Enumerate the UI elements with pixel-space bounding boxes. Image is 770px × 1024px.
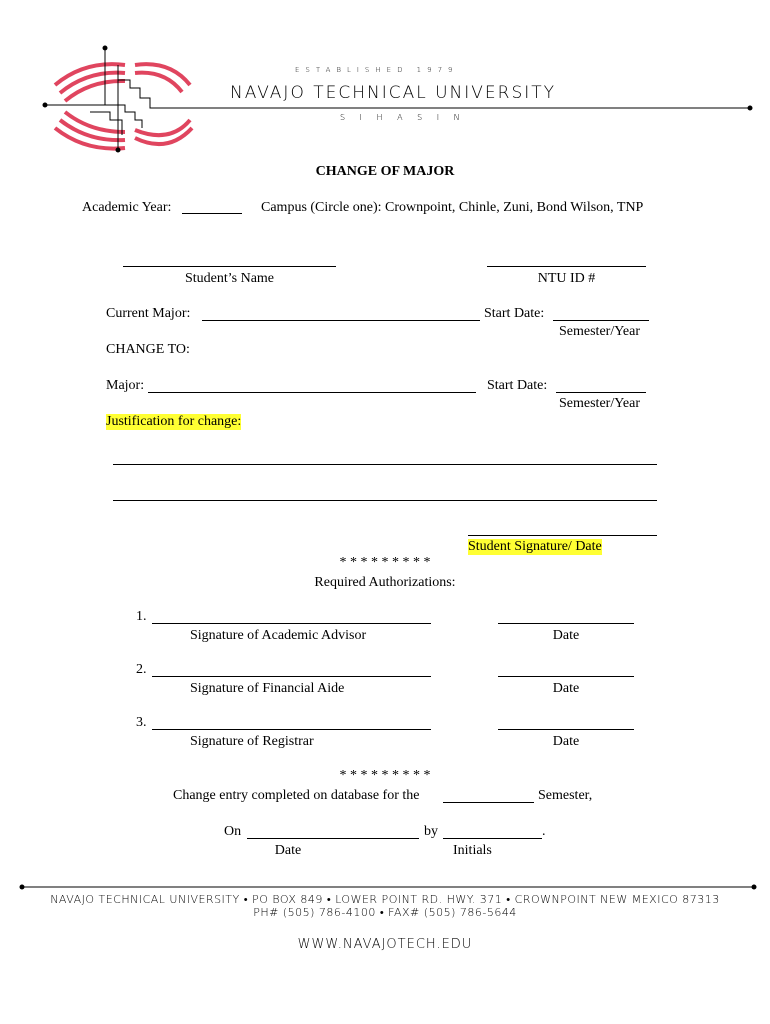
period: . (542, 824, 546, 839)
auth-1-date-label: Date (552, 628, 580, 643)
ntu-id-label: NTU ID # (537, 271, 596, 286)
change-entry-prefix: Change entry completed on database for the (173, 788, 420, 803)
change-entry-suffix: Semester, (538, 788, 593, 803)
form-title: CHANGE OF MAJOR (315, 164, 455, 179)
on-label: On (224, 824, 242, 839)
auth-2-number: 2. (136, 662, 147, 677)
separator-stars-1: * * * * * * * * * (339, 555, 431, 570)
footer-address: NAVAJO TECHNICAL UNIVERSITY • PO BOX 849 • LOWER POINT RD. HWY. 371 • CROWNPOINT NEW MEXICO 87313 (50, 893, 720, 906)
auth-3-date-label: Date (552, 734, 580, 749)
semester-field[interactable] (443, 802, 534, 803)
initials-caption: Initials (453, 843, 492, 858)
current-major-label: Current Major: (106, 306, 191, 321)
current-start-date-field[interactable] (553, 320, 649, 321)
justification-label: Justification for change: (106, 414, 242, 429)
auth-2-date-field[interactable] (498, 676, 634, 677)
auth-1-signature-field[interactable] (152, 623, 431, 624)
established-text: ESTABLISHED 1979 (295, 66, 459, 74)
new-semester-year-label: Semester/Year (559, 396, 641, 411)
auth-2-label: Signature of Financial Aide (190, 681, 345, 696)
current-major-field[interactable] (202, 320, 480, 321)
academic-year-label: Academic Year: (82, 200, 172, 215)
auth-3-signature-field[interactable] (152, 729, 431, 730)
student-signature-label: Student Signature/ Date (468, 539, 602, 554)
new-major-field[interactable] (148, 392, 476, 393)
footer-website-link[interactable]: WWW.NAVAJOTECH.EDU (297, 937, 473, 952)
auth-1-number: 1. (136, 609, 147, 624)
auth-1-date-field[interactable] (498, 623, 634, 624)
auth-2-signature-field[interactable] (152, 676, 431, 677)
change-to-label: CHANGE TO: (106, 342, 190, 357)
student-name-field[interactable] (123, 266, 336, 267)
by-label: by (424, 824, 438, 839)
footer-divider (18, 882, 758, 892)
justification-line-2[interactable] (113, 500, 657, 501)
auth-3-number: 3. (136, 715, 147, 730)
auth-1-label: Signature of Academic Advisor (190, 628, 367, 643)
current-start-date-label: Start Date: (484, 306, 545, 321)
new-start-date-label: Start Date: (487, 378, 548, 393)
auth-3-date-field[interactable] (498, 729, 634, 730)
date-caption: Date (274, 843, 302, 858)
auth-2-date-label: Date (552, 681, 580, 696)
current-semester-year-label: Semester/Year (559, 324, 641, 339)
university-logo (30, 40, 770, 170)
academic-year-field[interactable] (182, 213, 242, 214)
completion-date-field[interactable] (247, 838, 419, 839)
ntu-id-field[interactable] (487, 266, 646, 267)
footer-phone: PH# (505) 786-4100 • FAX# (505) 786-5644 (253, 906, 517, 919)
student-name-label: Student’s Name (184, 271, 275, 286)
major-label: Major: (106, 378, 145, 393)
justification-line-1[interactable] (113, 464, 657, 465)
sihasin-text: S I H A S I N (340, 113, 466, 122)
new-start-date-field[interactable] (556, 392, 646, 393)
university-name: NAVAJO TECHNICAL UNIVERSITY (230, 83, 557, 103)
auth-3-label: Signature of Registrar (190, 734, 314, 749)
campus-label: Campus (Circle one): Crownpoint, Chinle, Zuni, Bond Wilson, TNP (261, 200, 644, 215)
initials-field[interactable] (443, 838, 542, 839)
separator-stars-2: * * * * * * * * * (339, 768, 431, 783)
required-authorizations-label: Required Authorizations: (314, 575, 456, 590)
student-signature-field[interactable] (468, 535, 657, 536)
